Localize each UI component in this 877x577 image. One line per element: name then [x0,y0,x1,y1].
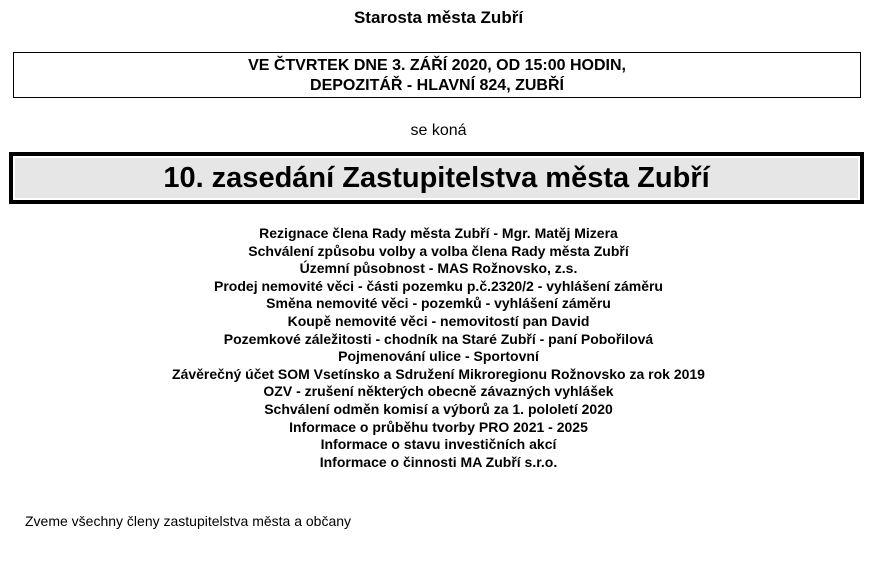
agenda-item: Pozemkové záležitosti - chodník na Staré Zubří - paní Pobořilová [223,330,654,347]
agenda-item: Pojmenování ulice - Sportovní [338,348,539,365]
intro-text: se koná [410,122,467,139]
agenda-item: Závěrečný účet SOM Vsetínsko a Sdružení Mikroregionu Rožnovsko za rok 2019 [172,365,705,382]
meeting-title-box [9,152,864,204]
agenda-item: Rezignace člena Rady města Zubří - Mgr. Matěj Mizera [259,225,618,241]
agenda-list [0,225,877,471]
date-time-line: VE ČTVRTEK DNE 3. ZÁŘÍ 2020, OD 15:00 HODIN, [248,57,626,74]
agenda-item: Informace o činnosti MA Zubří s.r.o. [319,453,558,470]
agenda-item: Schválení odměn komisí a výborů za 1. pololetí 2020 [264,400,613,417]
agenda-item: Informace o průběhu tvorby PRO 2021 - 2025 [289,418,588,435]
meeting-title: 10. zasedání Zastupitelstva města Zubří [15,158,858,198]
agenda-item: OZV - zrušení některých obecně závazných vyhlášek [263,383,614,400]
document-header: Starosta města Zubří [353,8,524,27]
agenda-item: Územní působnost - MAS Rožnovsko, z.s. [299,260,578,277]
agenda-item: Schválení způsobu volby a volba člena Rady města Zubří [248,242,629,259]
agenda-item: Směna nemovité věci - pozemků - vyhlášení záměru [266,295,611,312]
invitation-text: Zveme všechny členy zastupitelstva města a občany [25,513,352,529]
agenda-item: Prodej nemovité věci - části pozemku p.č.2320/2 - vyhlášení záměru [214,277,663,294]
agenda-item: Informace o stavu investičních akcí [320,436,557,453]
location-line: DEPOZITÁŘ - HLAVNÍ 824, ZUBŘÍ [310,77,564,94]
date-location-box [13,52,861,98]
agenda-item: Koupě nemovité věci - nemovitostí pan David [287,312,590,329]
